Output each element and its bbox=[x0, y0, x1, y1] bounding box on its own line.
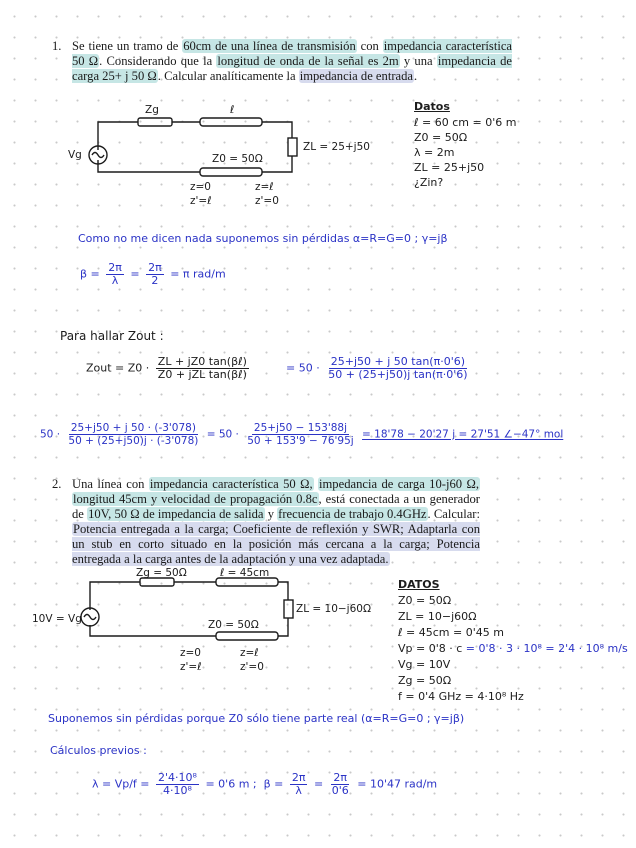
highlight: impedancia de entrada bbox=[299, 69, 413, 83]
circuit-diagram-2 bbox=[30, 567, 371, 680]
text-segment: con bbox=[356, 39, 383, 53]
z0-label: Z0 = 50Ω bbox=[208, 619, 259, 631]
assumption-2: Suponemos sin pérdidas porque Z0 sólo tiene parte real (α=R=G=0 ; γ=jβ) bbox=[48, 712, 465, 725]
zout-lhs: Zout = Z0 · bbox=[86, 361, 150, 375]
frac-num: 25+j50 + j 50 tan(π·0'6) bbox=[330, 355, 466, 368]
zout-substitution bbox=[286, 356, 473, 381]
text-segment: , está conectada a un generador de bbox=[72, 492, 480, 521]
assumption-1: Como no me dicen nada suponemos sin pérdidas α=R=G=0 ; γ=jβ bbox=[78, 232, 448, 245]
highlight: impedancia característica 50 Ω, bbox=[149, 477, 313, 491]
datos-1-title: Datos bbox=[414, 100, 450, 113]
text-segment: . Calcular: bbox=[427, 507, 480, 521]
vg-label: 10V = Vg bbox=[32, 613, 82, 625]
highlight: longitud de onda de la señal es 2m bbox=[217, 54, 399, 68]
datos-1-line: ZL = 25+j50 bbox=[414, 161, 485, 174]
calculos-previos-heading: Cálculos previos : bbox=[50, 744, 147, 757]
beta-equation-1: β = $\frac{2\pi}{\lambda}$ = $\frac{2\pi}{2}$ = π rad/m bbox=[80, 261, 226, 287]
beta-result: = π rad/m bbox=[170, 267, 226, 281]
highlight: impedancia característica 50 Ω bbox=[72, 39, 513, 68]
text-segment: y una bbox=[399, 54, 437, 68]
problem-1-statement bbox=[52, 39, 512, 84]
para-hallar-heading: Para hallar Zout : bbox=[60, 329, 164, 343]
datos-2-line bbox=[398, 642, 628, 655]
zprime-0: z'=0 bbox=[240, 661, 264, 673]
highlight: longitud 45cm y velocidad de propagación 0.8c bbox=[73, 492, 318, 506]
circuit-diagram-1 bbox=[60, 100, 380, 210]
datos-2-line: Vg = 10V bbox=[398, 658, 451, 671]
datos-1-line: λ = 2m bbox=[414, 146, 455, 159]
problem-1-number: 1. bbox=[52, 39, 62, 53]
frac-num: 25+j50 − 153'88j bbox=[253, 422, 348, 434]
zg-label: Zg = 50Ω bbox=[136, 567, 187, 579]
frac-num: 2π bbox=[291, 771, 306, 784]
datos-2-line: f = 0'4 GHz = 4·10⁸ Hz bbox=[398, 690, 524, 703]
datos-1-line: ¿Zin? bbox=[414, 176, 444, 189]
highlight: 60cm de una línea de transmisión bbox=[183, 39, 356, 53]
frac-den: 0'6 bbox=[331, 784, 349, 797]
zout-eq: = 50 · bbox=[286, 361, 320, 375]
zg-label: Zg bbox=[145, 104, 159, 116]
frac-den: Z0 + jZL tan(βℓ) bbox=[157, 368, 247, 381]
beta-lhs: β = bbox=[263, 777, 284, 791]
datos-1-line: ℓ = 60 cm = 0'6 m bbox=[414, 116, 517, 129]
highlight: impedancia de carga 25+ j 50 Ω bbox=[72, 54, 512, 83]
z0-position: z=0 bbox=[180, 647, 201, 659]
zl-label: ZL = 10−j60Ω bbox=[296, 603, 371, 615]
highlight: 10V, 50 Ω de impedancia de salida bbox=[88, 507, 264, 521]
text-segment: . bbox=[414, 69, 418, 83]
line2-lhs: 50 · bbox=[40, 428, 61, 441]
highlight: frecuencia de trabajo 0.4GHz bbox=[278, 507, 427, 521]
frac-num: 25+j50 + j 50 · (-3'078) bbox=[70, 422, 196, 434]
datos-2-line: ZL = 10−j60Ω bbox=[398, 610, 477, 623]
frac-den: λ bbox=[295, 784, 302, 797]
zout-formula bbox=[86, 356, 252, 381]
frac-num: 2'4·10⁸ bbox=[158, 771, 197, 784]
z0-label: Z0 = 50Ω bbox=[212, 153, 263, 165]
vp-computed: = 0'8 · 3 · 10⁸ = 2'4 · 10⁸ m/s bbox=[465, 642, 628, 655]
problem-2-number: 2. bbox=[52, 477, 62, 491]
frac-den: 50 + (25+j50)j · (-3'078) bbox=[68, 435, 199, 447]
lambda-lhs: λ = Vp/f = bbox=[92, 777, 150, 791]
beta-lhs: β = bbox=[80, 267, 100, 281]
text-segment: . Considerando que la bbox=[99, 54, 217, 68]
frac-num: 2π bbox=[108, 261, 122, 274]
length-label: ℓ = 45cm bbox=[220, 567, 270, 579]
frac-num: ZL + jZ0 tan(βℓ) bbox=[157, 355, 247, 368]
text-segment: y bbox=[264, 507, 278, 521]
vg-label: Vg bbox=[68, 149, 82, 161]
frac-num: 2π bbox=[148, 261, 162, 274]
zprime-l: z'=ℓ bbox=[190, 195, 212, 207]
length-label: ℓ bbox=[230, 104, 235, 116]
text-segment: Una línea con bbox=[72, 477, 149, 491]
text-segment: . Calcular analíticamente la bbox=[157, 69, 299, 83]
datos-2-line: ℓ = 45cm = 0'45 m bbox=[398, 626, 504, 639]
zout-evaluation bbox=[40, 422, 563, 447]
vp-value: Vp = 0'8 · c bbox=[398, 642, 463, 655]
datos-1-line: Z0 = 50Ω bbox=[414, 131, 468, 144]
frac-den: 50 + 153'9 − 76'95j bbox=[247, 435, 354, 447]
zl-position: z=ℓ bbox=[240, 647, 259, 659]
problem-2-statement bbox=[52, 477, 480, 567]
frac-den: 2 bbox=[151, 274, 159, 287]
datos-2-title: DATOS bbox=[398, 578, 440, 591]
line2-mid: = 50 · bbox=[206, 428, 239, 441]
lambda-result: = 0'6 m ; bbox=[205, 777, 257, 791]
zprime-l: z'=ℓ bbox=[180, 661, 202, 673]
lambda-beta-equation: λ = Vp/f = $\frac{\text{2'4·10⁸}}{\text{4·10⁸}}$ = 0'6 m ; β = $\frac{2\pi}{\lambda}$ = $\frac{2\pi}{0'6}$ = 10'47 rad/m bbox=[92, 771, 438, 797]
highlight: impedancia de carga 10-j60 Ω, bbox=[319, 477, 479, 491]
text-segment: Se tiene un tramo de bbox=[72, 39, 183, 53]
zl-position: z=ℓ bbox=[255, 181, 274, 193]
zl-label: ZL = 25+j50 bbox=[303, 141, 370, 153]
frac-den: 50 + (25+j50)j tan(π·0'6) bbox=[328, 368, 468, 381]
zprime-0: z'=0 bbox=[255, 195, 279, 207]
frac-den: λ bbox=[111, 274, 119, 287]
frac-den: 4·10⁸ bbox=[163, 784, 192, 797]
datos-2-line: Zg = 50Ω bbox=[398, 674, 452, 687]
highlight: Potencia entregada a la carga; Coeficiente de reflexión y SWR; Adaptarla con un stub en corto situado en la posición más cercana a la carga; Potencia entregada a la carga antes de la adaptación y una vez adaptada. bbox=[72, 522, 480, 566]
z0-position: z=0 bbox=[190, 181, 211, 193]
zout-result: = 18'78 − 20'27 j = 27'51 ∠−47° mol bbox=[362, 428, 564, 441]
frac-num: 2π bbox=[333, 771, 348, 784]
beta-result: = 10'47 rad/m bbox=[357, 777, 438, 791]
datos-2-line: Z0 = 50Ω bbox=[398, 594, 452, 607]
